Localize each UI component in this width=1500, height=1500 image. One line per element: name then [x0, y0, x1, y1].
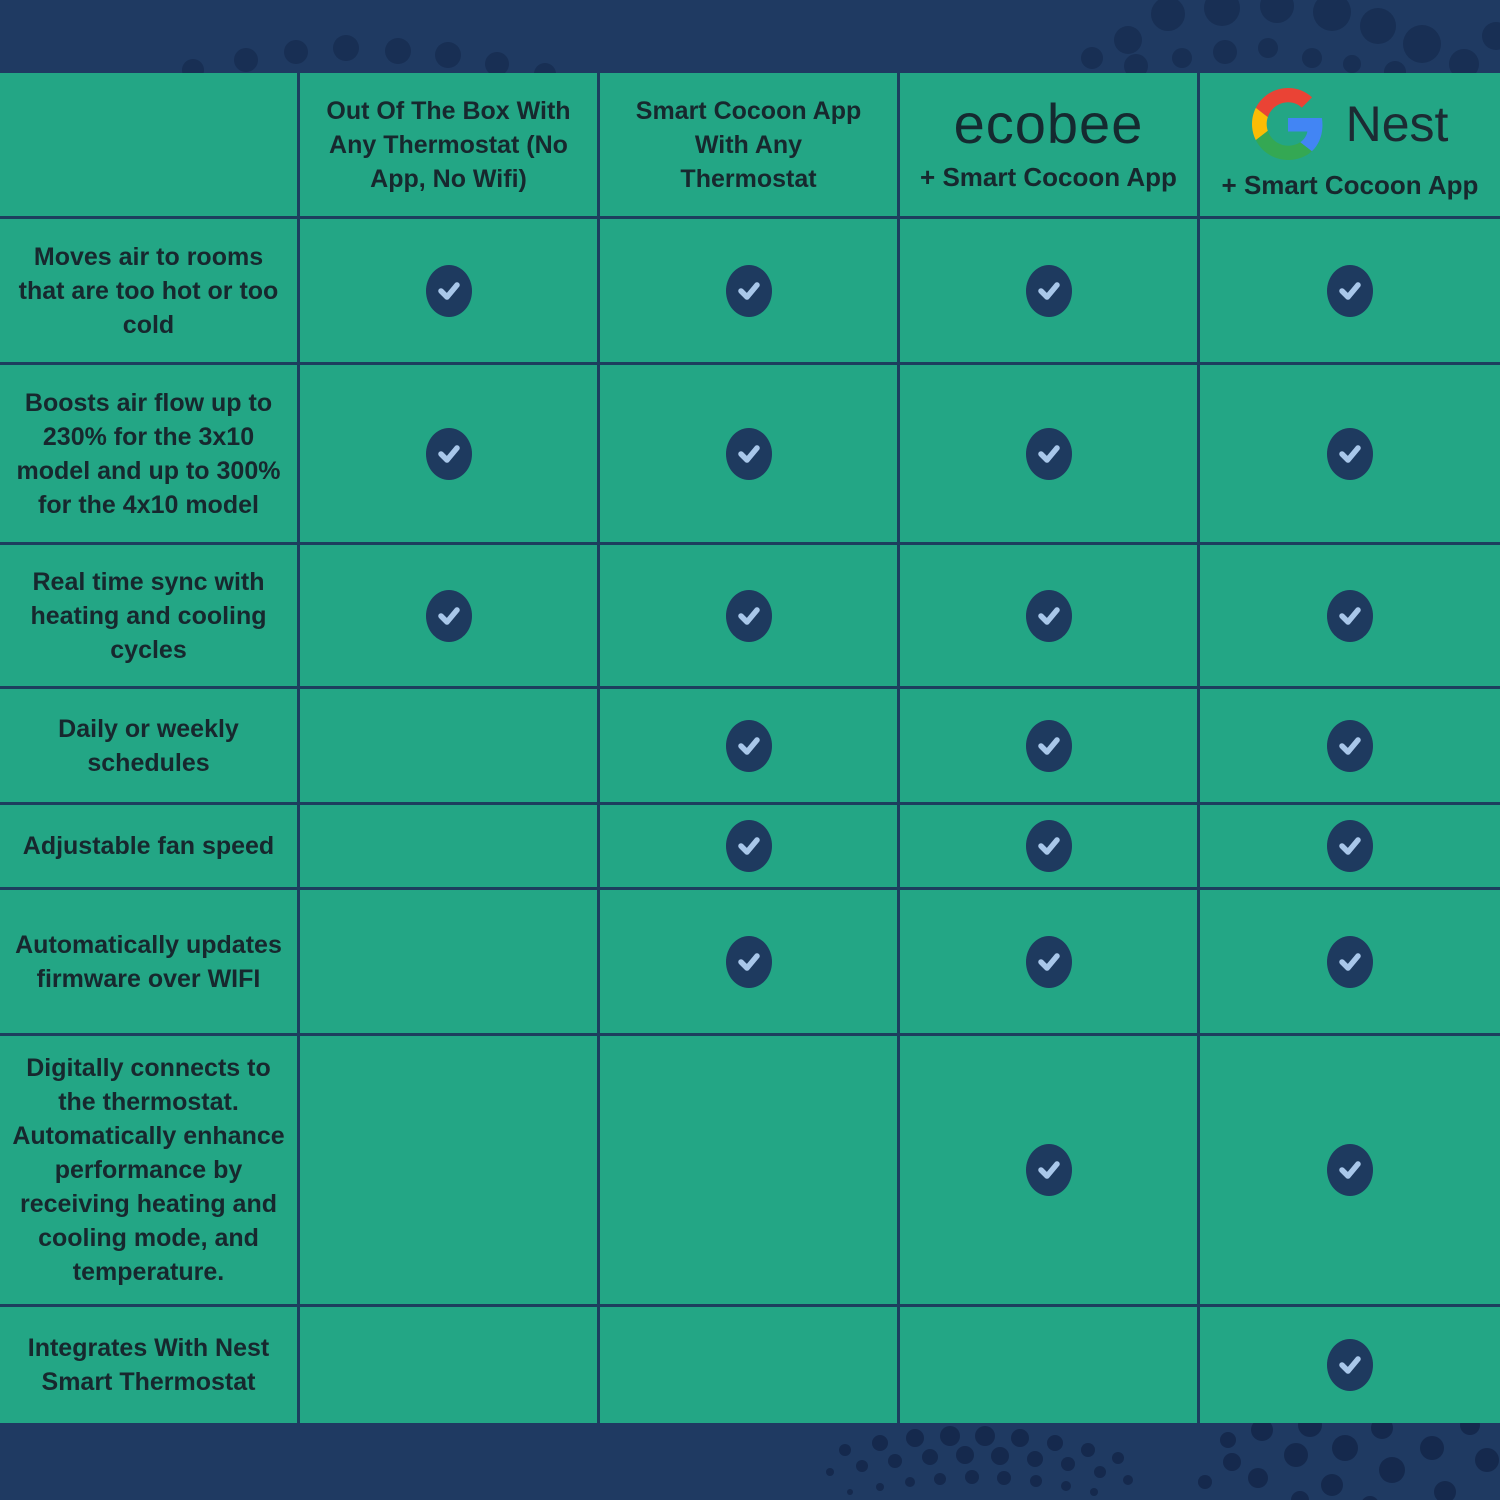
feature-label: Integrates With Nest Smart Thermostat: [27, 1334, 270, 1396]
check-cell: [1200, 365, 1500, 542]
check-icon: [1327, 1144, 1373, 1196]
check-cell: [900, 545, 1197, 686]
check-cell: [300, 545, 597, 686]
comparison-table: [0, 73, 1500, 1423]
check-icon: [1327, 720, 1373, 772]
feature-cell: [0, 365, 297, 542]
decorative-dots-bottom: [0, 1420, 1500, 1500]
check-cell: [600, 689, 897, 802]
check-icon: [726, 720, 772, 772]
check-cell: [600, 219, 897, 362]
google-g-icon: [1252, 88, 1324, 160]
nest-sub-label: + Smart Cocoon App: [1221, 170, 1479, 200]
empty-cell: [300, 890, 597, 1033]
check-icon: [1327, 820, 1373, 872]
empty-cell: [300, 689, 597, 802]
ecobee-logo: ecobee: [953, 92, 1144, 155]
feature-cell: [0, 890, 297, 1033]
empty-cell: [300, 1307, 597, 1423]
feature-label: Moves air to rooms that are too hot or too cold: [18, 242, 279, 339]
check-icon: [426, 590, 472, 642]
check-cell: [600, 890, 897, 1033]
check-cell: [1200, 219, 1500, 362]
check-icon: [1026, 428, 1072, 480]
check-icon: [1327, 428, 1373, 480]
header-cell-smart-cocoon-app: [600, 73, 897, 216]
header-cell-out-of-box: [300, 73, 597, 216]
check-cell: [300, 365, 597, 542]
check-cell: [1200, 805, 1500, 887]
check-icon: [726, 428, 772, 480]
check-cell: [900, 219, 1197, 362]
check-icon: [1327, 590, 1373, 642]
check-icon: [726, 820, 772, 872]
check-icon: [726, 936, 772, 988]
header-cell-ecobee: [900, 73, 1197, 216]
check-icon: [1327, 936, 1373, 988]
feature-label: Adjustable fan speed: [22, 832, 275, 860]
feature-label: Real time sync with heating and cooling cycles: [30, 567, 267, 664]
check-cell: [1200, 545, 1500, 686]
check-icon: [726, 265, 772, 317]
feature-cell: [0, 1036, 297, 1304]
feature-cell: [0, 545, 297, 686]
check-icon: [1026, 265, 1072, 317]
check-icon: [1327, 265, 1373, 317]
check-icon: [1026, 936, 1072, 988]
check-cell: [600, 365, 897, 542]
google-nest-logo: [1252, 88, 1449, 160]
column-header-label: Smart Cocoon App With Any Thermostat: [635, 96, 862, 193]
decorative-dots-top: [0, 0, 1500, 73]
feature-label: Digitally connects to the thermostat. Automatically enhance performance by receiving heating and cooling mode, and temperature.: [12, 1054, 285, 1286]
check-cell: [1200, 1307, 1500, 1423]
check-cell: [600, 545, 897, 686]
nest-wordmark: Nest: [1345, 96, 1449, 152]
check-cell: [1200, 890, 1500, 1033]
check-cell: [600, 805, 897, 887]
check-icon: [426, 265, 472, 317]
feature-cell: [0, 1307, 297, 1423]
empty-cell: [300, 1036, 597, 1304]
check-icon: [1026, 820, 1072, 872]
feature-label: Automatically updates firmware over WIFI: [15, 930, 282, 993]
feature-cell: [0, 805, 297, 887]
check-icon: [1026, 720, 1072, 772]
check-cell: [1200, 1036, 1500, 1304]
empty-cell: [600, 1036, 897, 1304]
check-icon: [1327, 1339, 1373, 1391]
check-cell: [900, 805, 1197, 887]
feature-cell: [0, 219, 297, 362]
empty-cell: [900, 1307, 1197, 1423]
check-icon: [1026, 1144, 1072, 1196]
header-cell-features: [0, 73, 297, 216]
header-cell-google-nest: [1200, 73, 1500, 216]
check-cell: [300, 219, 597, 362]
check-cell: [900, 365, 1197, 542]
ecobee-sub-label: + Smart Cocoon App: [920, 162, 1177, 192]
feature-cell: [0, 689, 297, 802]
column-header-label: Out Of The Box With Any Thermostat (No App, No Wifi): [326, 96, 571, 193]
feature-label: Boosts air flow up to 230% for the 3x10 model and up to 300% for the 4x10 model: [16, 388, 281, 519]
check-icon: [1026, 590, 1072, 642]
check-icon: [426, 428, 472, 480]
check-icon: [726, 590, 772, 642]
check-cell: [900, 1036, 1197, 1304]
check-cell: [1200, 689, 1500, 802]
empty-cell: [600, 1307, 897, 1423]
empty-cell: [300, 805, 597, 887]
check-cell: [900, 689, 1197, 802]
feature-label: Daily or weekly schedules: [58, 714, 239, 777]
check-cell: [900, 890, 1197, 1033]
